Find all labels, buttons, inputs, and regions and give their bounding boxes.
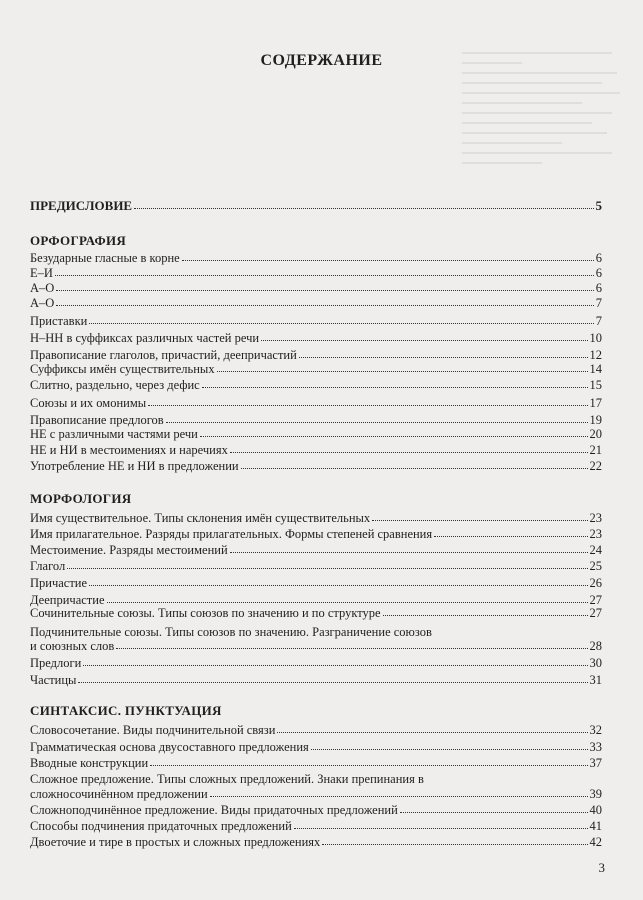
leader-dots <box>89 313 593 324</box>
toc-entry-page: 37 <box>589 756 602 770</box>
toc-entry-label: НЕ с различными частями речи <box>30 427 198 441</box>
leader-dots <box>78 672 587 683</box>
toc-entry[interactable] <box>30 740 602 755</box>
toc-entry-first-line: Подчинительные союзы. Типы союзов по значению. Разграничение союзов <box>30 625 432 639</box>
leader-dots <box>383 605 588 616</box>
toc-entry[interactable] <box>30 281 602 296</box>
toc-entry-label: Союзы и их омонимы <box>30 396 147 410</box>
section-heading-morphology: МОРФОЛОГИЯ <box>30 491 132 506</box>
toc-entry[interactable] <box>30 427 602 442</box>
toc-entry-label: Правописание предлогов <box>30 413 164 427</box>
toc-entry-page: 10 <box>589 331 602 345</box>
toc-entry-page: 33 <box>589 740 602 754</box>
toc-entry[interactable] <box>30 443 602 458</box>
leader-dots <box>150 755 587 766</box>
toc-entry-label: Вводные конструкции <box>30 756 149 770</box>
toc-entry-page: 27 <box>589 593 602 607</box>
leader-dots <box>56 280 593 291</box>
leader-dots <box>116 638 587 649</box>
toc-entry-label: Имя прилагательное. Разряды прилагательных. Формы степеней сравнения <box>30 527 433 541</box>
toc-entry-page: 12 <box>589 348 602 362</box>
toc-entry-label: Причастие <box>30 576 88 590</box>
toc-entry-label: А–О <box>30 296 55 310</box>
toc-entry-label: Суффиксы имён существительных <box>30 362 215 376</box>
toc-entry-page: 17 <box>589 396 602 410</box>
toc-entry-label: Двоеточие и тире в простых и сложных предложениях <box>30 835 321 849</box>
toc-entry[interactable] <box>30 803 602 818</box>
toc-entry-preface[interactable] <box>30 198 602 213</box>
toc-entry-label: Предлоги <box>30 656 82 670</box>
section-heading-syntax: СИНТАКСИС. ПУНКТУАЦИЯ <box>30 703 222 718</box>
leader-dots <box>166 412 588 423</box>
toc-entry-page: 14 <box>589 362 602 376</box>
toc-entry-page: 21 <box>589 443 602 457</box>
toc-entry[interactable] <box>30 527 602 542</box>
toc-entry[interactable] <box>30 266 602 281</box>
toc-entry-page: 23 <box>589 527 602 541</box>
toc-entry-page: 28 <box>589 639 602 653</box>
toc-entry[interactable] <box>30 511 602 526</box>
toc-entry[interactable] <box>30 819 602 834</box>
toc-entry-page: 7 <box>595 296 602 310</box>
toc-entry[interactable] <box>30 673 602 688</box>
toc-entry-label: Е–И <box>30 266 53 280</box>
leader-dots <box>202 377 588 388</box>
leader-dots <box>210 786 588 797</box>
leader-dots <box>294 818 588 829</box>
toc-entry[interactable] <box>30 756 602 771</box>
toc-entry-label: Глагол <box>30 559 66 573</box>
toc-entry[interactable] <box>30 787 602 802</box>
toc-entry[interactable] <box>30 639 602 654</box>
toc-entry-page: 24 <box>589 543 602 557</box>
leader-dots <box>311 739 588 750</box>
toc-entry[interactable] <box>30 362 602 377</box>
leader-dots <box>148 395 587 406</box>
toc-entry-label: Безударные гласные в корне <box>30 251 180 265</box>
toc-entry-label: Местоимение. Разряды местоимений <box>30 543 228 557</box>
section-heading-orthography: ОРФОГРАФИЯ <box>30 233 127 248</box>
toc-entry-label: Употребление НЕ и НИ в предложении <box>30 459 239 473</box>
toc-entry-page: 22 <box>589 459 602 473</box>
leader-dots <box>182 250 594 261</box>
toc-entry-label: А–О <box>30 281 55 295</box>
toc-entry[interactable] <box>30 835 602 850</box>
toc-entry-label: Слитно, раздельно, через дефис <box>30 378 200 392</box>
toc-entry[interactable] <box>30 576 602 591</box>
toc-entry-label: Правописание глаголов, причастий, деепричастий <box>30 348 297 362</box>
toc-entry-label: Сочинительные союзы. Типы союзов по значению и по структуре <box>30 606 381 620</box>
toc-entry-page: 23 <box>589 511 602 525</box>
leader-dots <box>56 295 593 306</box>
leader-dots <box>299 347 588 358</box>
toc-entry-page: 7 <box>595 314 602 328</box>
toc-entry[interactable] <box>30 459 602 474</box>
leader-dots <box>134 198 593 209</box>
toc-entry[interactable] <box>30 559 602 574</box>
toc-entry[interactable] <box>30 314 602 329</box>
toc-entry-page: 27 <box>589 606 602 620</box>
page-number: 3 <box>598 860 605 875</box>
leader-dots <box>83 655 587 666</box>
toc-entry-label: Деепричастие <box>30 593 105 607</box>
toc-entry-page: 25 <box>589 559 602 573</box>
toc-entry-page: 19 <box>589 413 602 427</box>
leader-dots <box>107 592 588 603</box>
toc-entry-page: 6 <box>595 281 602 295</box>
toc-entry[interactable] <box>30 378 602 393</box>
leader-dots <box>200 426 588 437</box>
leader-dots <box>230 442 588 453</box>
toc-entry[interactable] <box>30 606 602 621</box>
leader-dots <box>434 526 587 537</box>
toc-entry-page: 6 <box>595 251 602 265</box>
toc-entry-page: 40 <box>589 803 602 817</box>
toc-entry[interactable] <box>30 251 602 266</box>
toc-entry-label: Приставки <box>30 314 88 328</box>
toc-entry-page: 32 <box>589 723 602 737</box>
toc-entry[interactable] <box>30 396 602 411</box>
toc-entry-page: 15 <box>589 378 602 392</box>
leader-dots <box>230 542 588 553</box>
toc-entry-label: сложносочинённом предложении <box>30 787 208 801</box>
page-title: СОДЕРЖАНИЕ <box>260 52 383 69</box>
toc-entry[interactable] <box>30 543 602 558</box>
toc-entry-page: 41 <box>589 819 602 833</box>
leader-dots <box>67 558 587 569</box>
toc-entry-label: НЕ и НИ в местоимениях и наречиях <box>30 443 228 457</box>
leader-dots <box>277 722 587 733</box>
toc-entry-page: 42 <box>589 835 602 849</box>
leader-dots <box>89 575 587 586</box>
toc-entry-first-line: Сложное предложение. Типы сложных предложений. Знаки препинания в <box>30 772 424 786</box>
toc-entry-page: 31 <box>589 673 602 687</box>
leader-dots <box>55 265 594 276</box>
toc-entry-page: 26 <box>589 576 602 590</box>
toc-entry-page: 5 <box>595 198 602 213</box>
toc-entry-label: Грамматическая основа двусоставного предложения <box>30 740 309 754</box>
toc-entry[interactable] <box>30 331 602 346</box>
toc-entry-label: ПРЕДИСЛОВИЕ <box>30 198 133 213</box>
toc-entry-page: 39 <box>589 787 602 801</box>
toc-entry-label: Сложноподчинённое предложение. Виды придаточных предложений <box>30 803 398 817</box>
toc-entry[interactable] <box>30 296 602 311</box>
leader-dots <box>400 802 588 813</box>
toc-entry-label: и союзных слов <box>30 639 115 653</box>
leader-dots <box>372 510 587 521</box>
toc-entry-label: Н–НН в суффиксах различных частей речи <box>30 331 260 345</box>
toc-entry[interactable] <box>30 656 602 671</box>
leader-dots <box>241 458 588 469</box>
toc-entry-label: Имя существительное. Типы склонения имён существительных <box>30 511 371 525</box>
leader-dots <box>261 330 587 341</box>
toc-entry-page: 6 <box>595 266 602 280</box>
toc-entry-label: Способы подчинения придаточных предложений <box>30 819 292 833</box>
toc-entry-label: Частицы <box>30 673 77 687</box>
leader-dots <box>217 361 588 372</box>
toc-entry-page: 30 <box>589 656 602 670</box>
leader-dots <box>322 834 587 845</box>
toc-entry[interactable] <box>30 723 602 738</box>
toc-entry-page: 20 <box>589 427 602 441</box>
toc-entry-label: Словосочетание. Виды подчинительной связи <box>30 723 276 737</box>
